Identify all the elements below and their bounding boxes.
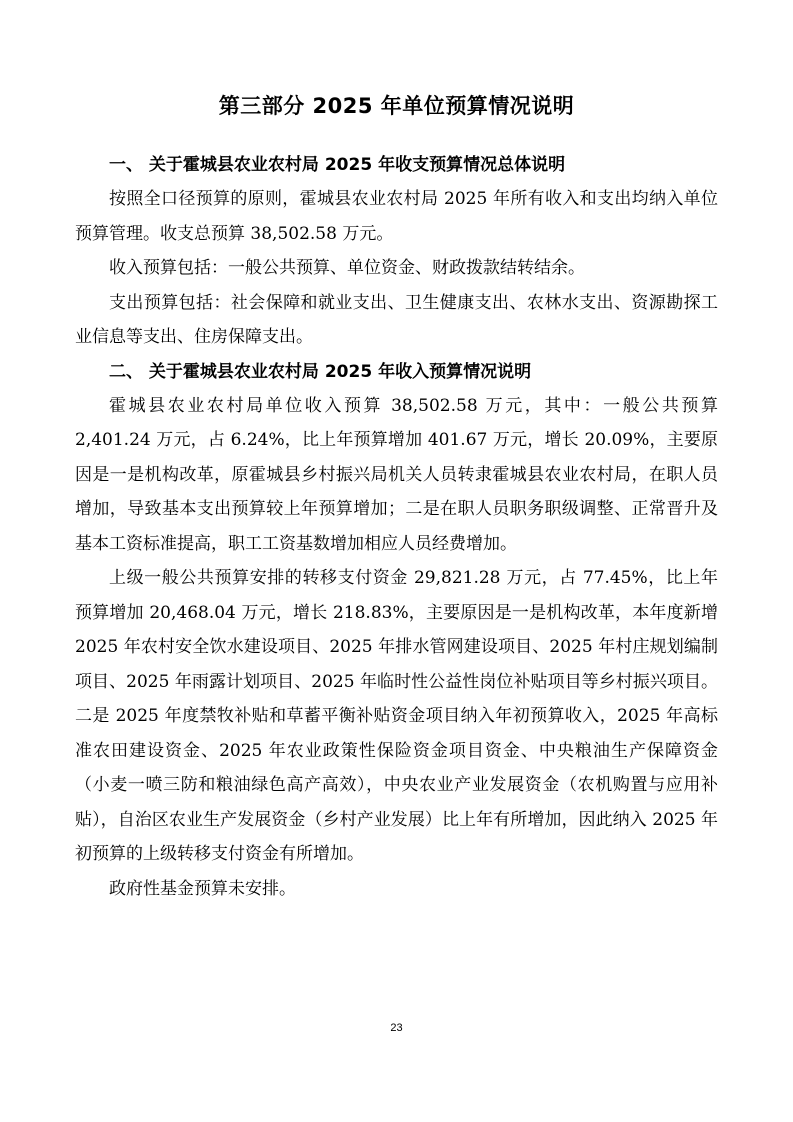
paragraph: 按照全口径预算的原则，霍城县农业农村局 2025 年所有收入和支出均纳入单位预算管理。收支总预算 38,502.58 万元。 [75,189,718,244]
paragraph: 上级一般公共预算安排的转移支付资金 29,821.28 万元，占 77.45%，比上年预算增加 20,468.04 万元，增长 218.83%，主要原因是一是机构改革，本年度新增 2025 年农村安全饮水建设项目、2025 年排水管网建设项目、2025 年村庄规划编制项目、2025 年雨露计划项目、2025 年临时性公益性岗位补贴项目等乡村振兴项目。二是 2025 年度禁牧补贴和草蓄平衡补贴资金项目纳入年初预算收入，2025 年高标准农田建设资金、2025 年农业政策性保险资金项目资金、中央粮油生产保障资金（小麦一喷三防和粮油绿色高产高效），中央农业产业发展资金（农机购置与应用补贴），自治区农业生产发展资金（乡村产业发展）比上年有所增加，因此纳入 2025 年初预算的上级转移支付资金有所增加。 [75,568,718,864]
page-number: 23 [390,1022,403,1034]
paragraph: 霍城县农业农村局单位收入预算 38,502.58 万元，其中：一般公共预算 2,401.24 万元，占 6.24%，比上年预算增加 401.67 万元，增长 20.09%，主要原因是一是机构改革，原霍城县乡村振兴局机关人员转隶霍城县农业农村局，在职人员增加，导致基本支出预算较上年预算增加；二是在职人员职务职级调整、正常晋升及基本工资标准提高，职工工资基数增加相应人员经费增加。 [75,395,718,554]
section-heading-1: 一、 关于霍城县农业农村局 2025 年收支预算情况总体说明 [109,155,566,175]
section-heading-2: 二、 关于霍城县农业农村局 2025 年收入预算情况说明 [109,361,532,382]
page-title: 第三部分 2025 年单位预算情况说明 [218,94,575,118]
document-body [75,148,718,906]
paragraph: 支出预算包括：社会保障和就业支出、卫生健康支出、农林水支出、资源勘探工业信息等支出、住房保障支出。 [75,292,718,347]
paragraph: 政府性基金预算未安排。 [109,878,296,899]
paragraph: 收入预算包括：一般公共预算、单位资金、财政拨款结转结余。 [109,258,585,278]
